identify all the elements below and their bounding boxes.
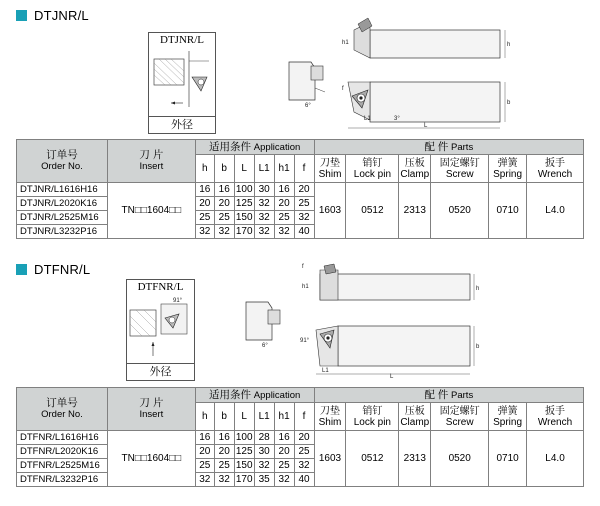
cell-b: 25 bbox=[214, 211, 234, 225]
cell-f: 20 bbox=[294, 183, 314, 197]
cell-h1: 20 bbox=[274, 445, 294, 459]
cell-b: 25 bbox=[214, 459, 234, 473]
cell-b: 32 bbox=[214, 473, 234, 487]
col-h: h bbox=[195, 155, 214, 183]
cell-h1: 16 bbox=[274, 183, 294, 197]
tool-holder-drawing bbox=[340, 10, 520, 130]
col-h1: h1 bbox=[274, 403, 294, 431]
h-label: h bbox=[507, 42, 511, 48]
spec-table bbox=[16, 387, 584, 487]
cell-b: 16 bbox=[214, 183, 234, 197]
col-h: h bbox=[195, 403, 214, 431]
shim-value: 1603 bbox=[314, 431, 346, 487]
b-label: b bbox=[507, 100, 511, 106]
cell-h: 32 bbox=[195, 473, 214, 487]
cell-L: 170 bbox=[235, 226, 253, 237]
order-no: DTFNR/L3232P16 bbox=[17, 473, 108, 487]
col-spring: 弹簧 Spring bbox=[489, 403, 527, 431]
parts-header: 配 件 Parts bbox=[314, 388, 583, 403]
order-no: DTJNR/L2525M16 bbox=[17, 211, 108, 225]
cell-L1: 28 bbox=[254, 431, 274, 445]
cell-L: 125 bbox=[235, 446, 253, 457]
col-L: L bbox=[234, 155, 254, 183]
figure-caption: 外径 bbox=[149, 116, 215, 133]
cell-f: 20 bbox=[294, 431, 314, 445]
cell-h1: 32 bbox=[274, 473, 294, 487]
cell-b: 32 bbox=[214, 225, 234, 239]
col-b: b bbox=[214, 155, 234, 183]
clamp-value: 2313 bbox=[399, 431, 431, 487]
cell-f: 25 bbox=[294, 197, 314, 211]
rake-label: 6° bbox=[305, 103, 311, 108]
cell-L: 170 bbox=[235, 474, 253, 485]
cell-h: 25 bbox=[195, 459, 214, 473]
cell-h: 20 bbox=[195, 445, 214, 459]
order-no: DTFNR/L2020K16 bbox=[17, 445, 108, 459]
figure-title: DTJNR/L bbox=[160, 34, 204, 46]
order-header: 订单号 Order No. bbox=[17, 388, 108, 431]
col-shim: 刀垫 Shim bbox=[314, 155, 346, 183]
col-lock-pin: 销钉 Lock pin bbox=[346, 155, 399, 183]
cell-h1: 25 bbox=[274, 459, 294, 473]
cell-L: 125 bbox=[235, 198, 253, 209]
order-no: DTJNR/L2020K16 bbox=[17, 197, 108, 211]
wrench-value: L4.0 bbox=[527, 431, 584, 487]
cell-L1: 35 bbox=[254, 473, 274, 487]
L-label: L bbox=[390, 374, 394, 380]
screw-value: 0520 bbox=[431, 183, 489, 239]
application-header: 适用条件 Application bbox=[195, 140, 314, 155]
cell-L1: 32 bbox=[254, 211, 274, 225]
cell-f: 40 bbox=[294, 225, 314, 239]
col-L1: L1 bbox=[254, 403, 274, 431]
cell-h1: 25 bbox=[274, 211, 294, 225]
col-f: f bbox=[294, 403, 314, 431]
cell-L1: 32 bbox=[254, 225, 274, 239]
section-marker-icon bbox=[16, 264, 27, 275]
lock-pin-value: 0512 bbox=[346, 431, 399, 487]
insert-figure-drawing bbox=[127, 294, 194, 372]
order-no: DTJNR/L3232P16 bbox=[17, 225, 108, 239]
cell-h1: 32 bbox=[274, 225, 294, 239]
f-label: f bbox=[302, 264, 304, 270]
table-row bbox=[17, 431, 584, 445]
section-marker-icon bbox=[16, 10, 27, 21]
col-spring: 弹簧 Spring bbox=[489, 155, 527, 183]
cell-L: 100 bbox=[235, 184, 253, 195]
col-f: f bbox=[294, 155, 314, 183]
insert-figure-drawing bbox=[149, 47, 215, 125]
order-header: 订单号 Order No. bbox=[17, 140, 108, 183]
cell-h1: 16 bbox=[274, 431, 294, 445]
figure-caption: 外径 bbox=[127, 363, 194, 380]
section-title: DTJNR/L bbox=[34, 8, 89, 23]
h1-label: h1 bbox=[302, 284, 309, 290]
application-header: 适用条件 Application bbox=[195, 388, 314, 403]
insert-figure bbox=[126, 279, 195, 381]
side-angle-label: 91° bbox=[173, 298, 183, 304]
section-dtfnr bbox=[0, 256, 600, 506]
rake-label: 6° bbox=[262, 343, 268, 348]
lock-pin-value: 0512 bbox=[346, 183, 399, 239]
end-view-drawing bbox=[242, 298, 286, 348]
cell-f: 32 bbox=[294, 211, 314, 225]
screw-value: 0520 bbox=[431, 431, 489, 487]
cell-h1: 20 bbox=[274, 197, 294, 211]
h1-label: h1 bbox=[342, 40, 349, 46]
shim-value: 1603 bbox=[314, 183, 346, 239]
insert-code: TN□□1604□□ bbox=[107, 183, 195, 239]
cell-f: 25 bbox=[294, 445, 314, 459]
figure-title: DTFNR/L bbox=[137, 281, 184, 293]
col-L: L bbox=[234, 403, 254, 431]
cell-L: 100 bbox=[235, 432, 253, 443]
cell-L: 150 bbox=[235, 460, 253, 471]
cell-h: 16 bbox=[195, 183, 214, 197]
insert-code: TN□□1604□□ bbox=[107, 431, 195, 487]
cell-L1: 30 bbox=[254, 183, 274, 197]
f-label: f bbox=[342, 86, 344, 92]
cell-L1: 32 bbox=[254, 197, 274, 211]
section-title-row bbox=[16, 8, 89, 23]
tool-holder-drawing bbox=[298, 260, 488, 380]
col-b: b bbox=[214, 403, 234, 431]
insert-figure bbox=[148, 32, 216, 134]
wrench-value: L4.0 bbox=[527, 183, 584, 239]
insert-header: 刀 片 Insert bbox=[107, 388, 195, 431]
cell-f: 32 bbox=[294, 459, 314, 473]
col-screw: 固定螺钉 Screw bbox=[431, 403, 489, 431]
cell-b: 20 bbox=[214, 445, 234, 459]
section-title: DTFNR/L bbox=[34, 262, 91, 277]
col-L1: L1 bbox=[254, 155, 274, 183]
cell-L1: 32 bbox=[254, 459, 274, 473]
b-label: b bbox=[476, 344, 480, 350]
cell-f: 40 bbox=[294, 473, 314, 487]
col-h1: h1 bbox=[274, 155, 294, 183]
col-clamp: 压板 Clamp bbox=[399, 155, 431, 183]
parts-header: 配 件 Parts bbox=[314, 140, 583, 155]
L1-label: L1 bbox=[322, 368, 329, 374]
spec-table bbox=[16, 139, 584, 239]
section-title-row bbox=[16, 262, 90, 277]
L-label: L bbox=[424, 123, 428, 129]
cell-h: 32 bbox=[195, 225, 214, 239]
h-label: h bbox=[476, 286, 480, 292]
cell-L1: 30 bbox=[254, 445, 274, 459]
cell-L: 150 bbox=[235, 212, 253, 223]
insert-header: 刀 片 Insert bbox=[107, 140, 195, 183]
col-lock-pin: 销钉 Lock pin bbox=[346, 403, 399, 431]
col-wrench: 扳手 Wrench bbox=[527, 403, 584, 431]
spring-value: 0710 bbox=[489, 183, 527, 239]
angle-label: 91° bbox=[300, 338, 310, 344]
cell-h: 25 bbox=[195, 211, 214, 225]
col-shim: 刀垫 Shim bbox=[314, 403, 346, 431]
section-dtjnr bbox=[0, 0, 600, 250]
clamp-value: 2313 bbox=[399, 183, 431, 239]
cell-b: 16 bbox=[214, 431, 234, 445]
spring-value: 0710 bbox=[489, 431, 527, 487]
table-row bbox=[17, 183, 584, 197]
col-wrench: 扳手 Wrench bbox=[527, 155, 584, 183]
cell-h: 20 bbox=[195, 197, 214, 211]
cell-b: 20 bbox=[214, 197, 234, 211]
col-screw: 固定螺钉 Screw bbox=[431, 155, 489, 183]
angle-label: 3° bbox=[394, 116, 400, 122]
order-no: DTJNR/L1616H16 bbox=[17, 183, 108, 197]
L1-label: L1 bbox=[364, 116, 371, 122]
col-clamp: 压板 Clamp bbox=[399, 403, 431, 431]
order-no: DTFNR/L1616H16 bbox=[17, 431, 108, 445]
end-view-drawing bbox=[285, 58, 329, 108]
cell-h: 16 bbox=[195, 431, 214, 445]
order-no: DTFNR/L2525M16 bbox=[17, 459, 108, 473]
